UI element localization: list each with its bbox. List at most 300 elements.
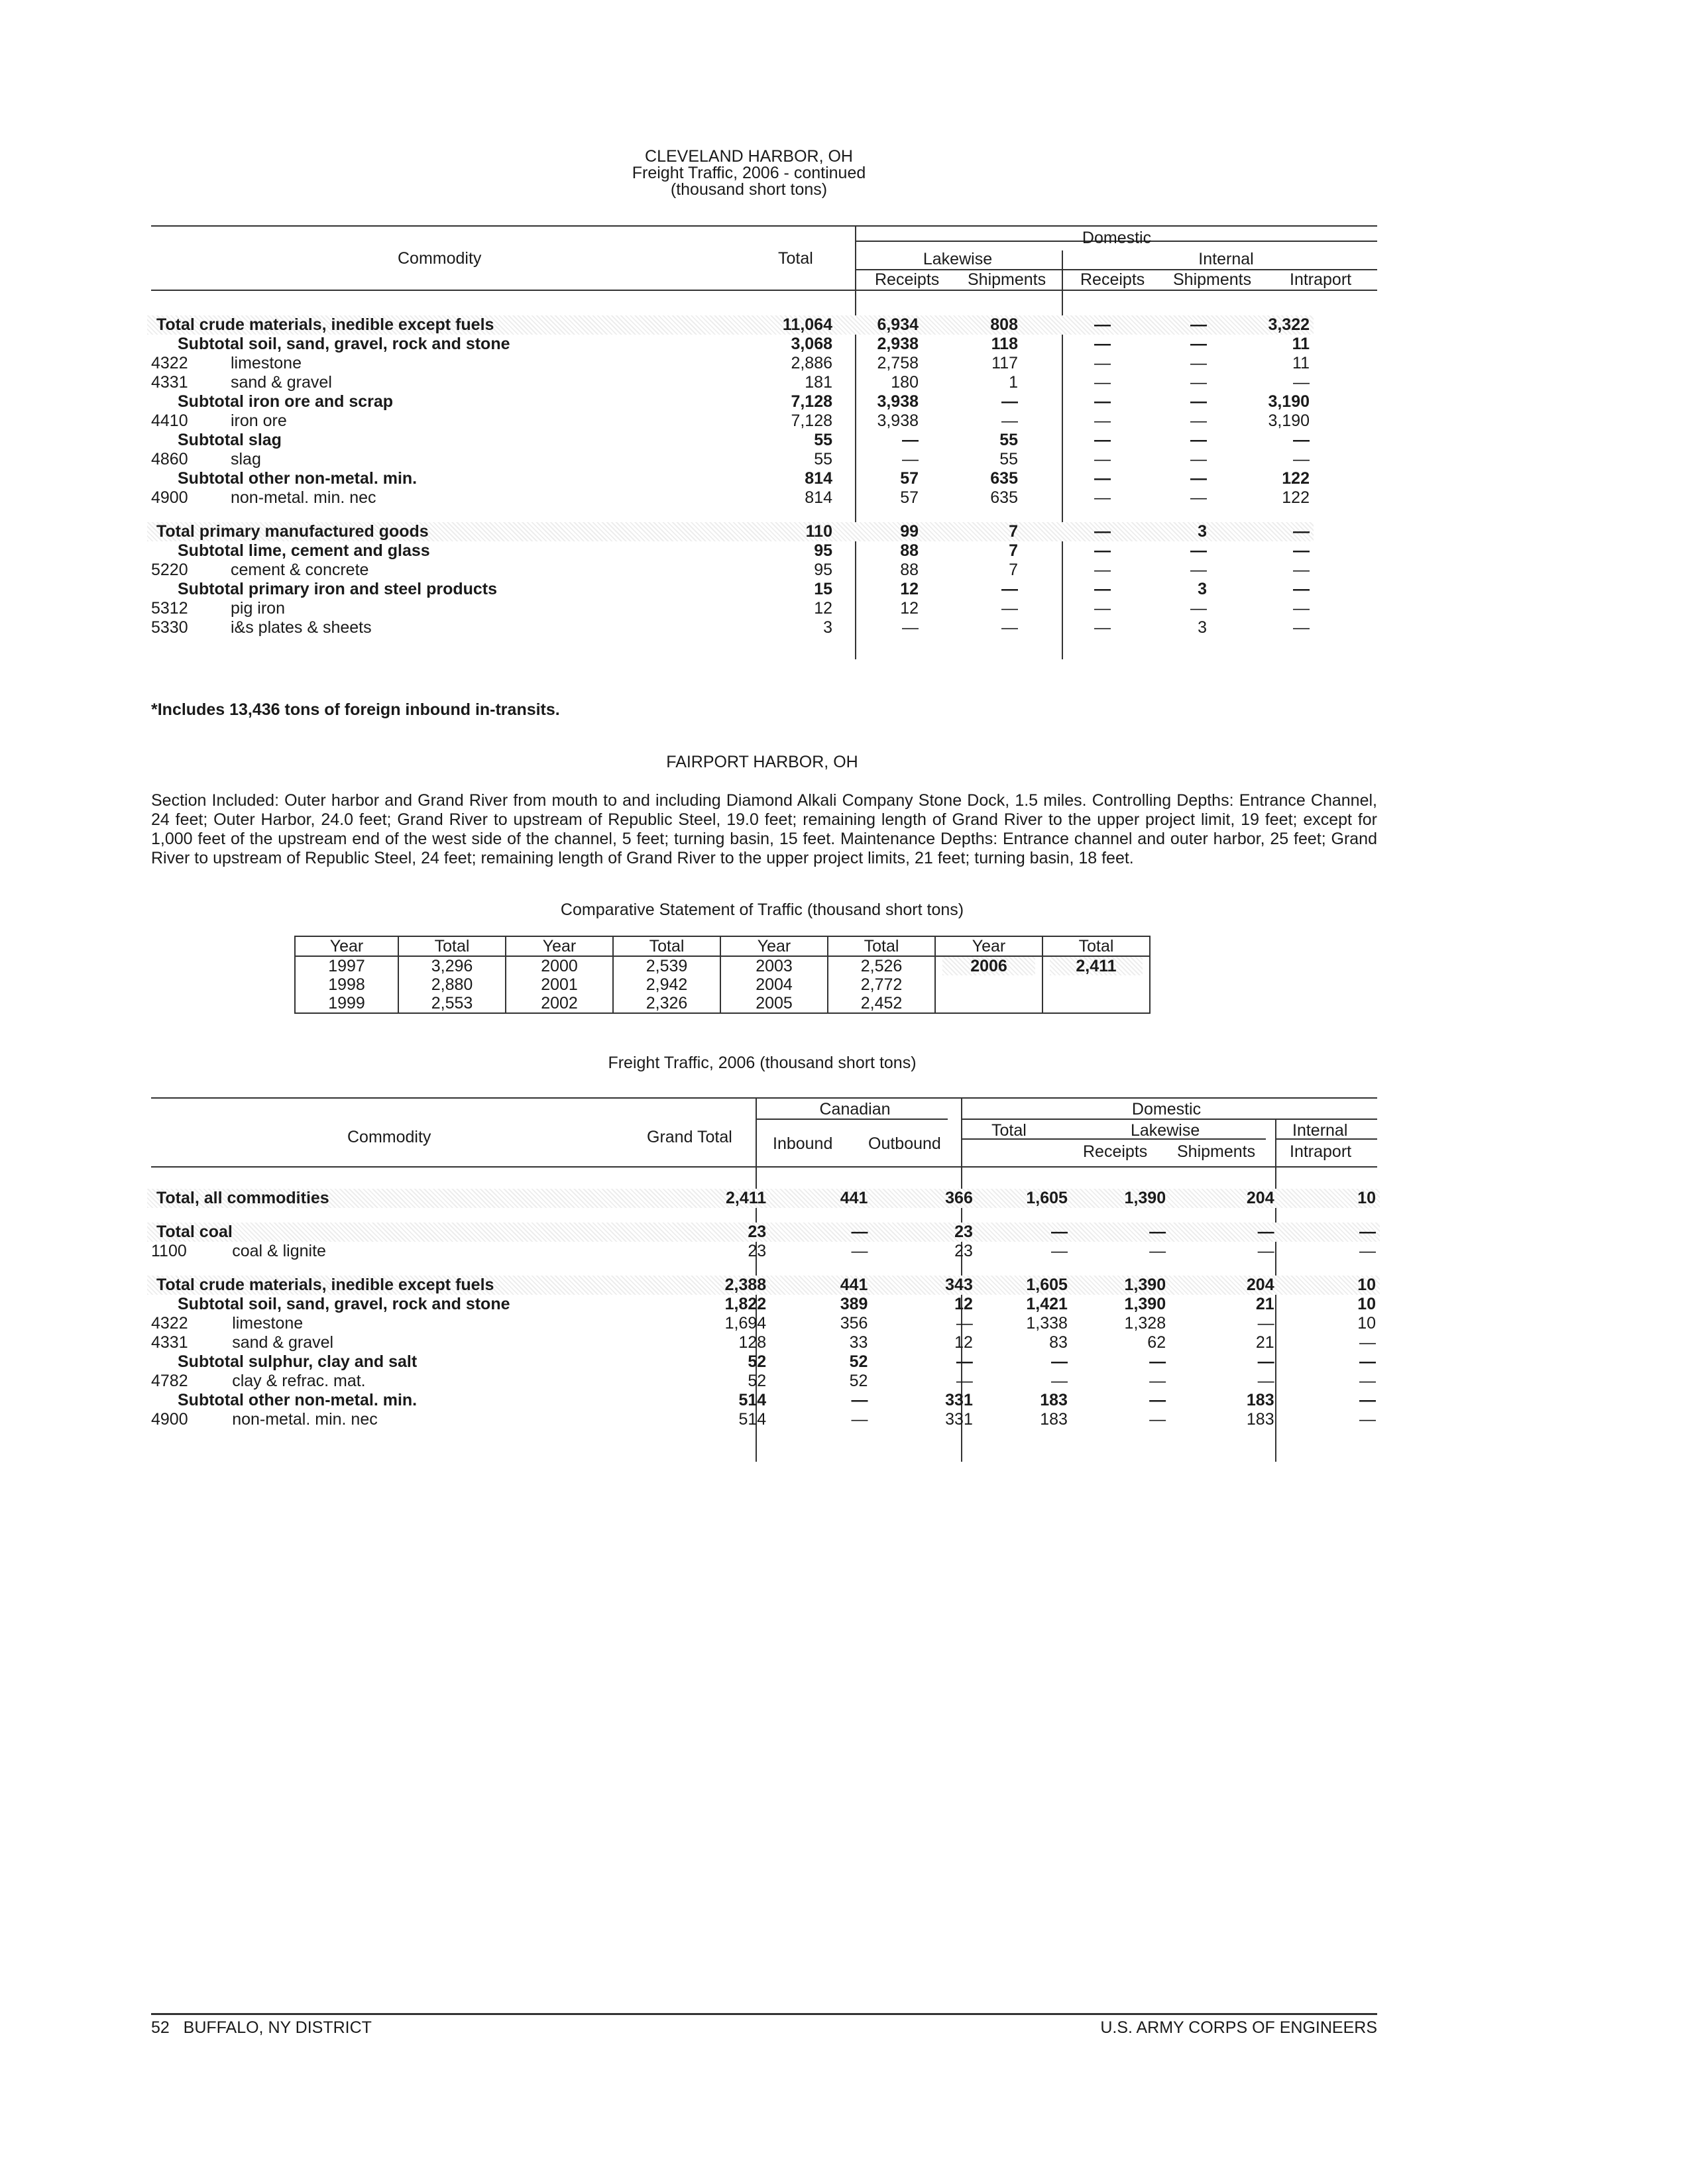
cell-dt: 83 bbox=[1049, 1333, 1068, 1352]
commodity-name: limestone bbox=[232, 1314, 304, 1333]
fairport-outbound-header: Outbound bbox=[868, 1134, 941, 1153]
cell-lw_rec: 57 bbox=[900, 488, 919, 507]
cell-total: 55 bbox=[814, 450, 832, 468]
fairport-internal-header: Internal bbox=[1292, 1121, 1348, 1140]
cell-intra: — bbox=[1359, 1410, 1376, 1429]
cell-out: 343 bbox=[945, 1276, 973, 1294]
fairport-commodity-header: Commodity bbox=[347, 1128, 431, 1146]
cell-int_rec: — bbox=[1094, 522, 1111, 541]
commodity-code: 4331 bbox=[151, 373, 188, 392]
commodity-code: 4900 bbox=[151, 1410, 188, 1429]
footer-page-district: 52 BUFFALO, NY DISTRICT bbox=[151, 2018, 372, 2037]
cmp-year-header-1: Year bbox=[295, 936, 398, 956]
cell-intra: 10 bbox=[1357, 1189, 1376, 1207]
cell-int_ship: — bbox=[1190, 315, 1207, 334]
cmp-total-header-4: Total bbox=[1042, 936, 1150, 956]
cell-total: 3 bbox=[823, 618, 832, 637]
commodity-name: Total primary manufactured goods bbox=[156, 522, 429, 541]
cell-intra: 11 bbox=[1292, 354, 1310, 372]
cell-in: 441 bbox=[840, 1189, 868, 1207]
commodity-code: 4860 bbox=[151, 450, 188, 468]
cell-gt: 52 bbox=[748, 1352, 767, 1371]
cell-gt: 23 bbox=[748, 1242, 767, 1260]
commodity-code: 4331 bbox=[151, 1333, 188, 1352]
cell-total: 814 bbox=[805, 488, 832, 507]
comparative-statement-table bbox=[294, 936, 1151, 1014]
cell-int_ship: — bbox=[1190, 335, 1207, 353]
commodity-name: cement & concrete bbox=[231, 561, 369, 579]
cell-in: 52 bbox=[849, 1372, 868, 1390]
cell-total: 12 bbox=[814, 599, 832, 618]
cell-int_rec: — bbox=[1094, 469, 1111, 488]
cell-int_rec: — bbox=[1094, 354, 1111, 372]
cmp-year-cell: 1997 1998 1999 bbox=[295, 956, 398, 1013]
cleveland-int-shipments-header: Shipments bbox=[1173, 270, 1252, 289]
cmp-year-cell: 2003 2004 2005 bbox=[720, 956, 828, 1013]
cell-lw_ship: 55 bbox=[999, 431, 1018, 449]
cell-lw_rec: 88 bbox=[900, 561, 919, 579]
cell-intra: 122 bbox=[1282, 469, 1310, 488]
cleveland-top-rule bbox=[151, 225, 1377, 227]
cell-ship: 204 bbox=[1246, 1189, 1274, 1207]
cell-lw_ship: 55 bbox=[999, 450, 1018, 468]
cell-int_ship: — bbox=[1190, 561, 1207, 579]
cell-out: 12 bbox=[954, 1333, 973, 1352]
cell-lw_ship: 7 bbox=[1009, 541, 1018, 560]
fairport-inbound-header: Inbound bbox=[773, 1134, 833, 1153]
cell-total: 7,128 bbox=[791, 411, 832, 430]
cell-total: 2,886 bbox=[791, 354, 832, 372]
cell-gt: 2,411 bbox=[726, 1189, 767, 1207]
commodity-code: 5312 bbox=[151, 599, 188, 618]
cell-total: 3,068 bbox=[791, 335, 832, 353]
cell-out: 366 bbox=[945, 1189, 973, 1207]
cell-dt: 1,605 bbox=[1026, 1276, 1068, 1294]
cell-rec: 1,390 bbox=[1124, 1295, 1166, 1313]
cell-ship: — bbox=[1257, 1314, 1274, 1333]
cell-lw_ship: 118 bbox=[991, 335, 1018, 353]
cell-gt: 514 bbox=[738, 1391, 767, 1409]
fairport-table-row bbox=[147, 1189, 1380, 1208]
cell-int_rec: — bbox=[1094, 335, 1111, 353]
cell-ship: 204 bbox=[1246, 1276, 1274, 1294]
cell-int_ship: — bbox=[1190, 392, 1207, 411]
cell-int_rec: — bbox=[1094, 431, 1111, 449]
cleveland-domestic-header: Domestic bbox=[1082, 229, 1152, 247]
cell-lw_rec: 57 bbox=[900, 469, 919, 488]
commodity-name: iron ore bbox=[231, 411, 287, 430]
cell-int_ship: — bbox=[1190, 431, 1207, 449]
cell-int_ship: — bbox=[1190, 373, 1207, 392]
commodity-name: sand & gravel bbox=[232, 1333, 334, 1352]
fairport-description: Section Included: Outer harbor and Grand River from mouth to and including Diamond Alkali Company Stone Dock, 1.5 miles. Controlling Depths: Entrance Channel, 24 feet; Outer Harbor, 24.0 feet; Grand River to upstream of Republic Steel, 19.0 feet; remaining length of Grand River to the upper project limit, 19 feet; except for 1,000 feet of the upstream end of the west side of the channel, 5 feet; turning basin, 15 feet. Maintenance Depths: Entrance channel and outer harbor, 25 feet; Grand River to upstream of Republic Steel, 24 feet; remaining length of Grand River to the upper project limits, 21 feet; turning basin, 18 feet. bbox=[151, 791, 1377, 867]
cell-lw_rec: 12 bbox=[900, 599, 919, 618]
cell-total: 95 bbox=[814, 561, 832, 579]
cleveland-receipts-header: Receipts bbox=[875, 270, 940, 289]
fairport-dom-total-header: Total bbox=[991, 1121, 1027, 1140]
commodity-name: non-metal. min. nec bbox=[232, 1410, 378, 1429]
fairport-table-row bbox=[147, 1352, 1380, 1372]
fairport-receipts-header: Receipts bbox=[1083, 1142, 1148, 1161]
cell-intra: 3,190 bbox=[1268, 411, 1310, 430]
fairport-freight-table bbox=[147, 1189, 1380, 1429]
cell-lw_rec: — bbox=[902, 431, 919, 449]
commodity-name: non-metal. min. nec bbox=[231, 488, 376, 507]
cell-out: 12 bbox=[954, 1295, 973, 1313]
commodity-name: pig iron bbox=[231, 599, 285, 618]
cell-intra: — bbox=[1359, 1352, 1376, 1371]
row-spacer bbox=[147, 1208, 1380, 1223]
cell-gt: 23 bbox=[748, 1223, 767, 1241]
cell-intra: — bbox=[1293, 561, 1310, 579]
cell-total: 110 bbox=[805, 522, 832, 541]
cell-int_rec: — bbox=[1094, 488, 1111, 507]
commodity-name: Subtotal primary iron and steel products bbox=[178, 580, 498, 598]
cell-rec: — bbox=[1149, 1410, 1166, 1429]
cleveland-table-row bbox=[147, 411, 1380, 431]
fairport-table-row bbox=[147, 1410, 1380, 1429]
cell-lw_rec: 2,938 bbox=[877, 335, 919, 353]
cleveland-subtitle: Freight Traffic, 2006 - continued bbox=[632, 164, 866, 182]
commodity-name: Subtotal sulphur, clay and salt bbox=[178, 1352, 418, 1371]
cell-int_rec: — bbox=[1094, 599, 1111, 618]
row-spacer bbox=[147, 1261, 1380, 1276]
cell-lw_rec: 2,758 bbox=[877, 354, 919, 372]
cell-int_ship: — bbox=[1190, 354, 1207, 372]
fairport-table-row bbox=[147, 1333, 1380, 1352]
cmp-total-header-2: Total bbox=[613, 936, 720, 956]
cell-int_rec: — bbox=[1094, 541, 1111, 560]
cell-total: 55 bbox=[814, 431, 832, 449]
cleveland-int-receipts-header: Receipts bbox=[1080, 270, 1145, 289]
cell-intra: — bbox=[1359, 1333, 1376, 1352]
cell-int_ship: — bbox=[1190, 469, 1207, 488]
cell-lw_rec: — bbox=[902, 450, 919, 468]
cell-ship: — bbox=[1257, 1352, 1274, 1371]
cell-ship: 21 bbox=[1255, 1295, 1274, 1313]
fairport-header-bottom-rule bbox=[151, 1166, 1377, 1168]
cell-in: — bbox=[851, 1410, 868, 1429]
footer-rule bbox=[151, 2013, 1377, 2015]
cleveland-lakewise-header: Lakewise bbox=[923, 250, 993, 268]
cell-intra: — bbox=[1359, 1391, 1376, 1409]
commodity-name: coal & lignite bbox=[232, 1242, 326, 1260]
cmp-total-cell: 3,296 2,880 2,553 bbox=[398, 956, 506, 1013]
cell-lw_rec: 3,938 bbox=[877, 411, 919, 430]
cell-lw_ship: — bbox=[1001, 618, 1018, 637]
cleveland-table-row bbox=[147, 618, 1380, 637]
commodity-code: 5330 bbox=[151, 618, 188, 637]
cleveland-intraport-header: Intraport bbox=[1290, 270, 1352, 289]
cell-intra: — bbox=[1293, 373, 1310, 392]
fairport-table-row bbox=[147, 1391, 1380, 1410]
cell-intra: 10 bbox=[1357, 1314, 1376, 1333]
cell-int_rec: — bbox=[1094, 580, 1111, 598]
cell-out: — bbox=[956, 1314, 973, 1333]
cleveland-table-row bbox=[147, 469, 1380, 488]
cell-dt: 1,605 bbox=[1026, 1189, 1068, 1207]
cmp-total-cell: 2,411 bbox=[1042, 956, 1150, 1013]
cell-lw_rec: 99 bbox=[900, 522, 919, 541]
cell-intra: — bbox=[1359, 1372, 1376, 1390]
cell-intra: — bbox=[1293, 522, 1310, 541]
cell-int_ship: 3 bbox=[1198, 580, 1207, 598]
fairport-table-row bbox=[147, 1372, 1380, 1391]
cell-intra: — bbox=[1293, 541, 1310, 560]
cell-lw_ship: 7 bbox=[1009, 561, 1018, 579]
commodity-name: limestone bbox=[231, 354, 302, 372]
row-spacer bbox=[147, 508, 1380, 522]
cell-lw_rec: 6,934 bbox=[877, 315, 919, 334]
commodity-name: Total crude materials, inedible except fuels bbox=[156, 1276, 494, 1294]
cell-ship: 183 bbox=[1246, 1391, 1274, 1409]
cleveland-title: CLEVELAND HARBOR, OH bbox=[645, 147, 853, 166]
commodity-name: Total crude materials, inedible except fuels bbox=[156, 315, 494, 334]
cell-intra: 122 bbox=[1282, 488, 1310, 507]
cell-intra: — bbox=[1293, 618, 1310, 637]
fairport-table-row bbox=[147, 1314, 1380, 1333]
cell-rec: — bbox=[1149, 1242, 1166, 1260]
cleveland-commodity-header: Commodity bbox=[398, 249, 482, 268]
cmp-year-header-4: Year bbox=[935, 936, 1042, 956]
fairport-top-rule bbox=[151, 1097, 1377, 1099]
cell-in: — bbox=[851, 1242, 868, 1260]
cell-lw_ship: 808 bbox=[990, 315, 1018, 334]
comparative-title: Comparative Statement of Traffic (thousand short tons) bbox=[560, 901, 964, 919]
commodity-name: slag bbox=[231, 450, 261, 468]
cleveland-internal-header: Internal bbox=[1198, 250, 1254, 268]
cell-lw_ship: 635 bbox=[990, 488, 1018, 507]
cell-lw_ship: — bbox=[1001, 392, 1018, 411]
cell-in: 33 bbox=[849, 1333, 868, 1352]
cell-rec: — bbox=[1149, 1391, 1166, 1409]
cell-intra: — bbox=[1359, 1223, 1376, 1241]
cell-int_ship: — bbox=[1190, 450, 1207, 468]
cell-int_ship: — bbox=[1190, 541, 1207, 560]
commodity-name: Subtotal soil, sand, gravel, rock and stone bbox=[178, 1295, 510, 1313]
commodity-name: i&s plates & sheets bbox=[231, 618, 372, 637]
commodity-code: 4322 bbox=[151, 1314, 188, 1333]
cell-intra: — bbox=[1293, 599, 1310, 618]
cell-in: 52 bbox=[849, 1352, 868, 1371]
commodity-code: 4410 bbox=[151, 411, 188, 430]
cell-out: — bbox=[956, 1372, 973, 1390]
cmp-year-cell: 2006 bbox=[935, 956, 1042, 1013]
cell-total: 95 bbox=[814, 541, 832, 560]
cell-ship: — bbox=[1257, 1223, 1274, 1241]
commodity-name: Subtotal other non-metal. min. bbox=[178, 1391, 418, 1409]
cmp-year-header-2: Year bbox=[506, 936, 613, 956]
commodity-name: Subtotal slag bbox=[178, 431, 282, 449]
cell-gt: 514 bbox=[738, 1410, 767, 1429]
cmp-year-cell: 2000 2001 2002 bbox=[506, 956, 613, 1013]
cleveland-table-row bbox=[147, 392, 1380, 411]
cell-dt: 1,421 bbox=[1026, 1295, 1068, 1313]
cmp-total-cell: 2,539 2,942 2,326 bbox=[613, 956, 720, 1013]
cell-gt: 52 bbox=[748, 1372, 767, 1390]
fairport-intraport-header: Intraport bbox=[1290, 1142, 1352, 1161]
cell-ship: 183 bbox=[1246, 1410, 1274, 1429]
cell-int_rec: — bbox=[1094, 392, 1111, 411]
cell-intra: — bbox=[1293, 450, 1310, 468]
cleveland-title-block bbox=[477, 147, 1021, 199]
cell-int_ship: 3 bbox=[1198, 522, 1207, 541]
cell-lw_rec: 180 bbox=[891, 373, 919, 392]
cell-intra: — bbox=[1293, 580, 1310, 598]
cell-dt: 183 bbox=[1040, 1391, 1068, 1409]
cell-lw_rec: 3,938 bbox=[877, 392, 919, 411]
cleveland-shipments-header: Shipments bbox=[968, 270, 1046, 289]
cleveland-table-row bbox=[147, 335, 1380, 354]
fairport-shipments-header: Shipments bbox=[1177, 1142, 1256, 1161]
cell-dt: — bbox=[1050, 1352, 1068, 1371]
cell-lw_ship: 7 bbox=[1009, 522, 1018, 541]
commodity-code: 4900 bbox=[151, 488, 188, 507]
cell-out: — bbox=[956, 1352, 973, 1371]
commodity-code: 4322 bbox=[151, 354, 188, 372]
cleveland-table-row bbox=[147, 541, 1380, 561]
fairport-canadian-header: Canadian bbox=[819, 1100, 891, 1119]
cmp-total-cell: 2,526 2,772 2,452 bbox=[828, 956, 935, 1013]
cleveland-table-row bbox=[147, 599, 1380, 618]
cell-lw_ship: 635 bbox=[990, 469, 1018, 488]
cell-in: 389 bbox=[840, 1295, 868, 1313]
cell-gt: 2,388 bbox=[724, 1276, 767, 1294]
cmp-year-header-3: Year bbox=[720, 936, 828, 956]
cleveland-units: (thousand short tons) bbox=[670, 180, 828, 199]
fairport-lakewise-header: Lakewise bbox=[1131, 1121, 1200, 1140]
cleveland-table-row bbox=[147, 373, 1380, 392]
cell-int_rec: — bbox=[1094, 411, 1111, 430]
cell-int_ship: 3 bbox=[1198, 618, 1207, 637]
cell-lw_rec: 12 bbox=[900, 580, 919, 598]
cell-ship: — bbox=[1257, 1242, 1274, 1260]
cell-gt: 1,694 bbox=[724, 1314, 767, 1333]
cell-intra: 3,322 bbox=[1268, 315, 1310, 334]
cell-int_ship: — bbox=[1190, 411, 1207, 430]
cmp-total-header-3: Total bbox=[828, 936, 935, 956]
cell-rec: 1,390 bbox=[1124, 1276, 1166, 1294]
cell-int_rec: — bbox=[1094, 315, 1111, 334]
commodity-code: 4782 bbox=[151, 1372, 188, 1390]
cell-in: — bbox=[851, 1391, 868, 1409]
cell-in: 441 bbox=[840, 1276, 868, 1294]
cell-dt: 1,338 bbox=[1026, 1314, 1068, 1333]
commodity-name: sand & gravel bbox=[231, 373, 332, 392]
cell-rec: 62 bbox=[1147, 1333, 1166, 1352]
cell-out: 331 bbox=[945, 1391, 973, 1409]
cell-ship: — bbox=[1257, 1372, 1274, 1390]
cell-out: 23 bbox=[954, 1223, 973, 1241]
cell-int_rec: — bbox=[1094, 618, 1111, 637]
cell-int_rec: — bbox=[1094, 450, 1111, 468]
cell-in: 356 bbox=[840, 1314, 868, 1333]
cleveland-table-row bbox=[147, 488, 1380, 508]
cell-lw_ship: 1 bbox=[1009, 373, 1018, 392]
cell-int_rec: — bbox=[1094, 561, 1111, 579]
cell-intra: 10 bbox=[1357, 1295, 1376, 1313]
commodity-name: Subtotal soil, sand, gravel, rock and stone bbox=[178, 335, 510, 353]
cmp-total-header-1: Total bbox=[398, 936, 506, 956]
cell-ship: 21 bbox=[1255, 1333, 1274, 1352]
cell-out: 331 bbox=[945, 1410, 973, 1429]
fairport-table-row bbox=[147, 1276, 1380, 1295]
cell-int_ship: — bbox=[1190, 599, 1207, 618]
commodity-name: clay & refrac. mat. bbox=[232, 1372, 366, 1390]
cell-int_ship: — bbox=[1190, 488, 1207, 507]
commodity-name: Subtotal lime, cement and glass bbox=[178, 541, 430, 560]
cell-out: 23 bbox=[954, 1242, 973, 1260]
fairport-table-row bbox=[147, 1242, 1380, 1261]
fairport-freight-title: Freight Traffic, 2006 (thousand short tons) bbox=[608, 1054, 917, 1072]
cleveland-table-row bbox=[147, 580, 1380, 599]
cell-intra: 10 bbox=[1357, 1276, 1376, 1294]
commodity-code: 1100 bbox=[151, 1242, 187, 1260]
cleveland-table-row bbox=[147, 522, 1380, 541]
cell-rec: — bbox=[1149, 1372, 1166, 1390]
cell-intra: — bbox=[1359, 1242, 1376, 1260]
cell-rec: 1,390 bbox=[1124, 1189, 1166, 1207]
cleveland-header-bottom-rule bbox=[151, 290, 1377, 291]
cleveland-table-row bbox=[147, 450, 1380, 469]
cell-total: 7,128 bbox=[791, 392, 832, 411]
cell-total: 15 bbox=[814, 580, 832, 598]
cleveland-table-row bbox=[147, 561, 1380, 580]
cell-total: 11,064 bbox=[782, 315, 832, 334]
fairport-domestic-header: Domestic bbox=[1131, 1100, 1202, 1119]
footer-agency: U.S. ARMY CORPS OF ENGINEERS bbox=[1100, 2018, 1377, 2037]
fairport-grandtotal-header: Grand Total bbox=[647, 1128, 732, 1146]
cleveland-footnote: *Includes 13,436 tons of foreign inbound in-transits. bbox=[151, 700, 560, 719]
cell-dt: 183 bbox=[1040, 1410, 1068, 1429]
fairport-table-row bbox=[147, 1295, 1380, 1314]
cleveland-table-row bbox=[147, 315, 1380, 335]
cleveland-table-row bbox=[147, 354, 1380, 373]
cell-dt: — bbox=[1050, 1223, 1068, 1241]
cleveland-total-header: Total bbox=[778, 249, 813, 268]
cell-lw_rec: — bbox=[902, 618, 919, 637]
cell-rec: — bbox=[1149, 1352, 1166, 1371]
fairport-table-row bbox=[147, 1223, 1380, 1242]
cell-lw_ship: — bbox=[1001, 411, 1018, 430]
cell-in: — bbox=[851, 1223, 868, 1241]
cell-total: 181 bbox=[805, 373, 832, 392]
cell-lw_ship: 117 bbox=[991, 354, 1018, 372]
commodity-code: 5220 bbox=[151, 561, 188, 579]
cell-gt: 128 bbox=[738, 1333, 767, 1352]
cell-lw_ship: — bbox=[1001, 580, 1018, 598]
commodity-name: Subtotal other non-metal. min. bbox=[178, 469, 418, 488]
cell-intra: — bbox=[1293, 431, 1310, 449]
cell-int_rec: — bbox=[1094, 373, 1111, 392]
cell-rec: 1,328 bbox=[1124, 1314, 1166, 1333]
cell-intra: 3,190 bbox=[1268, 392, 1310, 411]
cell-dt: — bbox=[1050, 1372, 1068, 1390]
cleveland-freight-table bbox=[147, 315, 1380, 637]
cell-gt: 1,822 bbox=[724, 1295, 767, 1313]
cell-dt: — bbox=[1050, 1242, 1068, 1260]
commodity-name: Subtotal iron ore and scrap bbox=[178, 392, 394, 411]
cleveland-table-row bbox=[147, 431, 1380, 450]
commodity-name: Total coal bbox=[156, 1223, 233, 1241]
cell-total: 814 bbox=[805, 469, 832, 488]
cell-lw_rec: 88 bbox=[900, 541, 919, 560]
fairport-title: FAIRPORT HARBOR, OH bbox=[666, 753, 858, 771]
commodity-name: Total, all commodities bbox=[156, 1189, 329, 1207]
cell-intra: 11 bbox=[1292, 335, 1310, 353]
cell-rec: — bbox=[1149, 1223, 1166, 1241]
cell-lw_ship: — bbox=[1001, 599, 1018, 618]
